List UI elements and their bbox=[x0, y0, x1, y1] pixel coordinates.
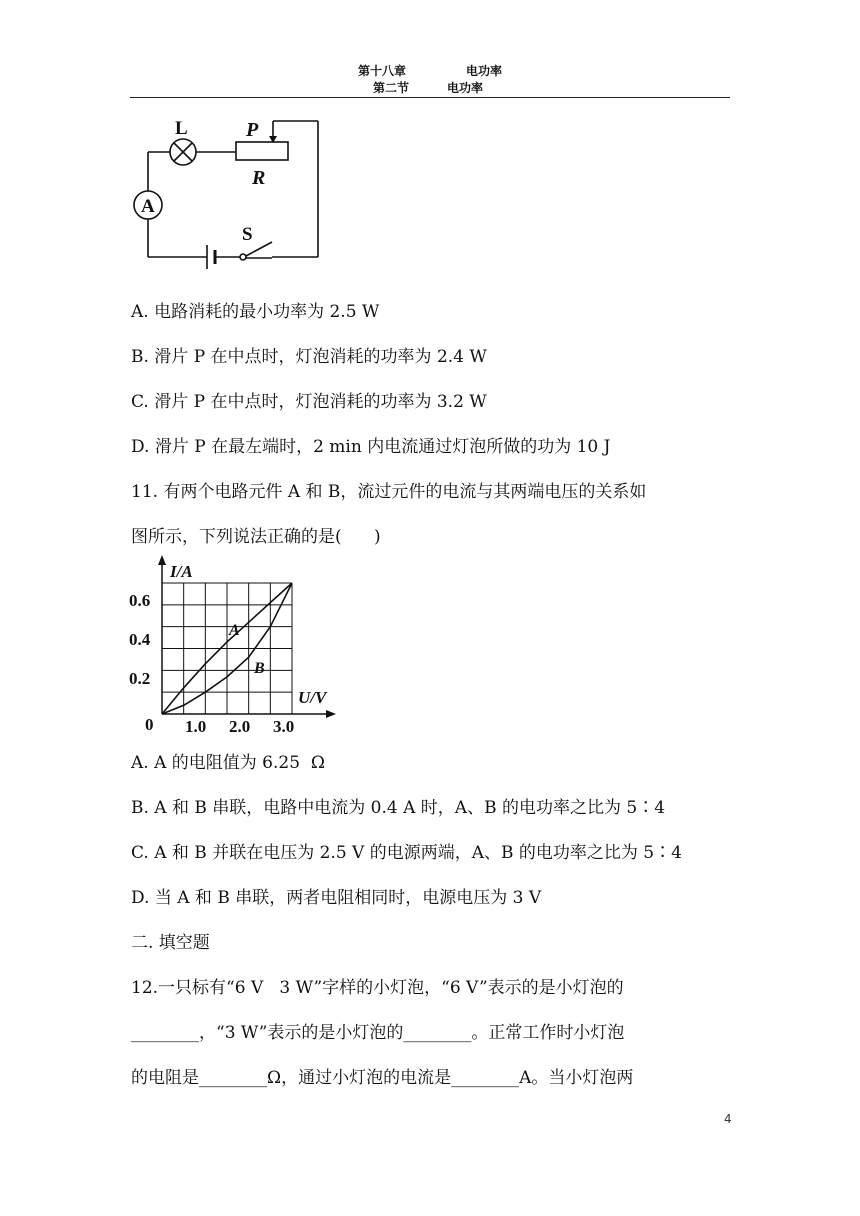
y-tick-label-0.2: 0.2 bbox=[129, 669, 151, 688]
resistor-symbol bbox=[236, 142, 288, 160]
q11-stem-line2: 图所示，下列说法正确的是( ) bbox=[131, 527, 381, 547]
q10-option-c: C. 滑片 P 在中点时，灯泡消耗的功率为 3.2 W bbox=[131, 392, 487, 412]
q11-option-c: C. A 和 B 并联在电压为 2.5 V 的电源两端，A、B 的电功率之比为 5∶4 bbox=[131, 843, 682, 863]
header-section-title: 电功率 bbox=[447, 81, 484, 95]
slider-label: P bbox=[246, 119, 259, 141]
page-number: 4 bbox=[724, 1112, 732, 1126]
resistor-label: R bbox=[252, 167, 266, 189]
q11-option-b: B. A 和 B 串联，电路中电流为 0.4 A 时，A、B 的电功率之比为 5∶4 bbox=[131, 798, 666, 818]
x-axis-label: U/V bbox=[298, 688, 327, 707]
header-section: 第二节 bbox=[373, 81, 410, 95]
series-b-label: B bbox=[254, 660, 265, 677]
q10-option-d: D. 滑片 P 在最左端时，2 min 内电流通过灯泡所做的功为 10 J bbox=[131, 437, 611, 457]
origin-label: 0 bbox=[145, 715, 154, 734]
y-tick-label-0.4: 0.4 bbox=[129, 630, 151, 649]
circuit-diagram bbox=[125, 112, 330, 277]
y-axis-label: I/A bbox=[170, 562, 193, 581]
x-tick-label-1.0: 1.0 bbox=[185, 717, 207, 736]
header-chapter-title: 电功率 bbox=[466, 64, 503, 78]
section-title: 二. 填空题 bbox=[131, 933, 210, 953]
ammeter-label: A bbox=[141, 196, 155, 217]
lamp-label: L bbox=[175, 118, 188, 139]
q10-option-b: B. 滑片 P 在中点时，灯泡消耗的功率为 2.4 W bbox=[131, 347, 487, 367]
y-tick-label-0.6: 0.6 bbox=[129, 591, 151, 610]
q12-line2: ________，“3 W”表示的是小灯泡的________。正常工作时小灯泡 bbox=[131, 1023, 625, 1043]
q10-option-a: A. 电路消耗的最小功率为 2.5 W bbox=[131, 302, 380, 322]
q11-option-a: A. A 的电阻值为 6.25 Ω bbox=[131, 753, 325, 773]
q12-line1: 12.一只标有“6 V 3 W”字样的小灯泡，“6 V”表示的是小灯泡的 bbox=[131, 978, 624, 998]
q12-line3: 的电阻是________Ω，通过小灯泡的电流是________A。当小灯泡两 bbox=[131, 1068, 634, 1088]
y-axis-arrow bbox=[158, 555, 166, 565]
series-a-label: A bbox=[229, 622, 240, 639]
header-chapter: 第十八章 bbox=[358, 64, 407, 78]
switch-label: S bbox=[242, 224, 253, 245]
x-tick-label-3.0: 3.0 bbox=[273, 717, 295, 736]
iv-chart bbox=[128, 555, 348, 740]
q11-option-d: D. 当 A 和 B 串联，两者电阻相同时，电源电压为 3 V bbox=[131, 888, 542, 908]
q11-stem-line1: 11. 有两个电路元件 A 和 B，流过元件的电流与其两端电压的关系如 bbox=[131, 482, 647, 502]
x-tick-label-2.0: 2.0 bbox=[229, 717, 251, 736]
chart-grid bbox=[162, 583, 292, 714]
header-rule bbox=[130, 97, 730, 98]
x-axis-arrow bbox=[326, 710, 336, 718]
